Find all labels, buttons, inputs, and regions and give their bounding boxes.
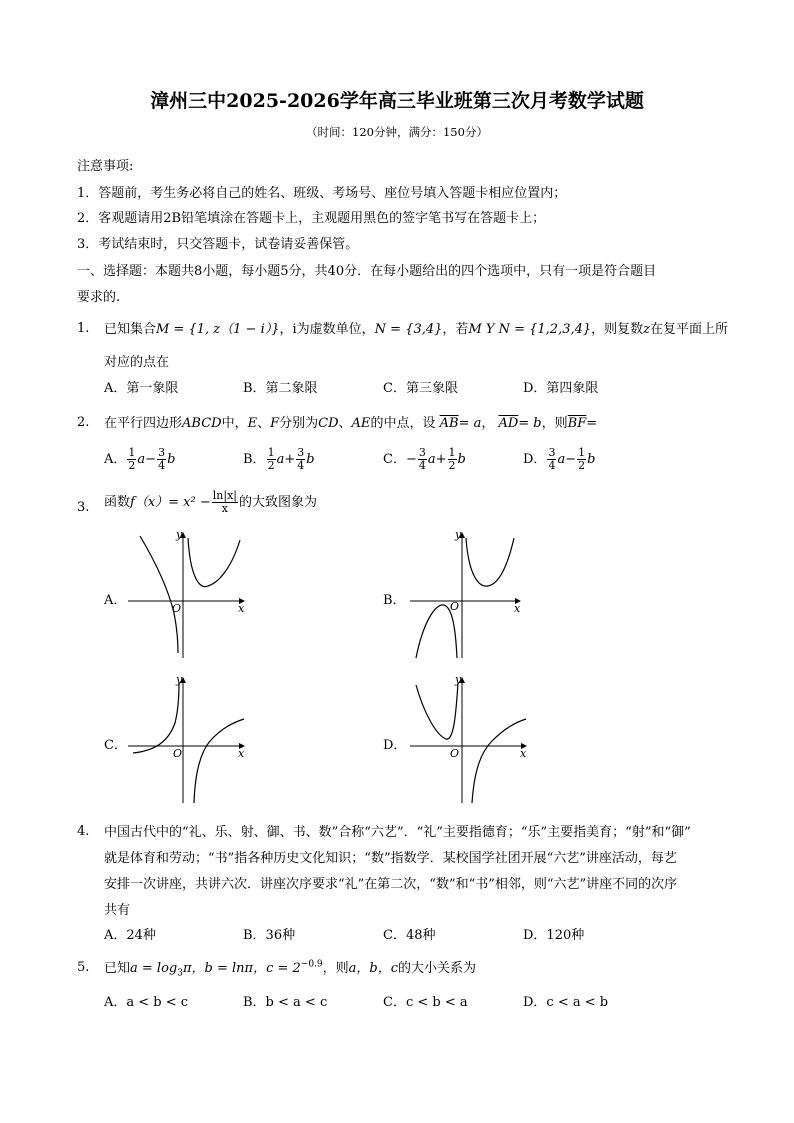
q2-option-a[interactable] <box>104 447 175 472</box>
q2-a-c1d: 2 <box>128 459 136 472</box>
q2-vec-ab: $\overline{AB}$ <box>439 416 459 431</box>
q5-text-c: 的大小关系为 <box>398 961 477 976</box>
q4-number: 4. <box>77 824 90 839</box>
q1-stem-line2: 对应的点在 <box>104 355 170 370</box>
q1-var-z: z <box>643 322 651 337</box>
q2-c-c1n: 3 <box>418 446 426 459</box>
q2-stem: 在平行四边形ABCD中，E、F分别为CD、AE的中点，设 $\overline{AB}= a$， $\overline{AD}= b$，则$\overline{BF}=$ <box>104 416 598 431</box>
q4-line3: 安排一次讲座，共讲六次．讲座次序要求“礼”在第二次，“数”和“书”相邻，则“六艺”讲座不同的次序 <box>104 877 678 892</box>
q1-set-n: N = {3,4} <box>374 322 443 337</box>
q1-option-b[interactable]: B．第二象限 <box>243 381 318 396</box>
q2-b-op: + <box>284 452 296 467</box>
q2-ae: AE <box>351 416 371 431</box>
q2-option-c-lead: − <box>405 452 417 467</box>
q3-func: f（x）= x² − <box>130 495 211 510</box>
q3-b-origin: O <box>450 600 460 613</box>
q2-text-g: 分别为 <box>279 416 319 431</box>
q3-option-c[interactable]: C． <box>104 738 127 753</box>
exam-subtitle: （时间：120分钟，满分：150分） <box>306 125 488 139</box>
q2-b-c1d: 2 <box>267 459 275 472</box>
q3-a-axis-x: x <box>238 602 245 615</box>
q2-option-a-label: A． <box>104 452 127 467</box>
q1-option-d[interactable]: D．第四象限 <box>523 381 599 396</box>
q3-text-b: 的大致图象为 <box>238 495 317 510</box>
q2-eq-b: = b <box>518 416 542 431</box>
q2-eq-a: = a <box>458 416 482 431</box>
q1-option-a[interactable]: A．第一象限 <box>104 381 179 396</box>
q2-text-m: = <box>586 416 598 431</box>
q2-b-c2n: 3 <box>297 446 305 459</box>
q5-text-b: ，则 <box>322 961 349 976</box>
q2-option-b[interactable] <box>243 447 315 472</box>
q2-c-c2d: 2 <box>448 459 456 472</box>
q4-option-b[interactable]: B．36种 <box>243 928 296 943</box>
q2-f: F <box>270 416 280 431</box>
q3-a-origin: O <box>172 602 182 615</box>
q2-d-op: − <box>565 452 577 467</box>
q2-b-c2d: 4 <box>297 459 305 472</box>
q2-a-v1: a <box>137 452 146 467</box>
q4-line1: 中国古代中的“礼、乐、射、御、书、数”合称“六艺”．“礼”主要指德育；“乐”主要指美育；“射”和“御” <box>104 825 691 840</box>
q3-b-axis-y: y <box>455 528 462 541</box>
q2-b-c1n: 1 <box>267 446 275 459</box>
q3-number: 3. <box>77 500 90 515</box>
q2-option-d-label: D． <box>523 452 547 467</box>
q2-c-c2n: 1 <box>448 446 456 459</box>
q2-cd: CD <box>318 416 339 431</box>
q5-option-b[interactable]: B．b < a < c <box>243 995 328 1010</box>
q3-graph-a <box>128 528 252 660</box>
q1-number: 1. <box>77 321 90 336</box>
q2-option-c[interactable] <box>383 447 466 472</box>
q3-b-axis-x: x <box>514 602 521 615</box>
q5-vars: a，b，c <box>348 961 399 976</box>
q1-text-g: ，则复数 <box>591 322 644 337</box>
q2-text-k: 的中点，设 <box>370 416 436 431</box>
q3-graph-c <box>128 673 252 805</box>
q2-b-v2: b <box>306 452 315 467</box>
q2-text-i: 、 <box>338 416 352 431</box>
q5-c-sup: −0.9 <box>300 959 323 970</box>
q2-c-op: + <box>435 452 447 467</box>
q2-option-d[interactable] <box>523 447 595 472</box>
q3-c-axis-y: y <box>176 673 183 686</box>
q2-option-c-label: C． <box>383 452 406 467</box>
q4-option-d[interactable]: D．120种 <box>523 928 585 943</box>
q2-d-c2d: 2 <box>578 459 586 472</box>
q5-stem <box>104 957 476 979</box>
q5-text-a: 已知 <box>104 961 131 976</box>
q2-b-v1: a <box>276 452 285 467</box>
section-intro-line2: 要求的. <box>77 290 121 305</box>
q2-a-c2n: 3 <box>158 446 166 459</box>
notice-item-2: 2．客观题请用2B铅笔填涂在答题卡上，主观题用黑色的签字笔书写在答题卡上； <box>77 211 546 226</box>
q2-c-c1d: 4 <box>418 459 426 472</box>
q2-abcd: ABCD <box>182 416 222 431</box>
q2-a-op: − <box>145 452 157 467</box>
q3-graph-b <box>410 528 534 660</box>
q3-option-a[interactable]: A． <box>104 593 127 608</box>
q1-text-a: 已知集合 <box>104 322 157 337</box>
q2-text-l: ，则 <box>541 416 568 431</box>
q5-a-tail: π <box>182 961 192 976</box>
q3-d-axis-x: x <box>520 747 527 760</box>
exam-title: 漳州三中2025-2026学年高三毕业班第三次月考数学试题 <box>150 90 644 112</box>
q4-option-c[interactable]: C．48种 <box>383 928 436 943</box>
q2-text-a: 在平行四边形 <box>104 416 183 431</box>
q3-option-d[interactable]: D． <box>383 738 407 753</box>
q5-number: 5. <box>77 960 90 975</box>
q4-option-a[interactable]: A．24种 <box>104 928 156 943</box>
q3-option-b[interactable]: B． <box>383 593 406 608</box>
q5-a-sub: 3 <box>177 968 183 979</box>
q2-option-b-label: B． <box>243 452 266 467</box>
q2-d-c1d: 4 <box>548 459 556 472</box>
q2-a-c1n: 1 <box>128 446 136 459</box>
q3-c-origin: O <box>173 747 183 760</box>
q2-text-e: 、 <box>257 416 271 431</box>
section-intro-line1: 一、选择题：本题共8小题，每小题5分，共40分．在每小题给出的四个选项中，只有一项是符合题目 <box>77 264 657 279</box>
q2-c-v2: b <box>457 452 466 467</box>
q2-vec-ad: $\overline{AD}$ <box>498 416 519 431</box>
q1-stem <box>104 318 728 337</box>
q2-e: E <box>247 416 258 431</box>
q2-vec-bf: $\overline{BF}$ <box>567 416 587 431</box>
q3-d-axis-y: y <box>455 673 462 686</box>
q2-a-v2: b <box>167 452 176 467</box>
q3-frac-den: x <box>221 502 228 515</box>
q3-text-a: 函数 <box>104 495 131 510</box>
q5-c-expr: c = 2 <box>266 961 301 976</box>
q1-text-c: ，i为虚数单位， <box>279 322 375 337</box>
q5-b-expr: ，b = lnπ， <box>191 961 267 976</box>
q2-d-v2: b <box>587 452 596 467</box>
q2-a-c2d: 4 <box>158 459 166 472</box>
q3-c-axis-x: x <box>238 747 245 760</box>
q1-set-m: M = {1, z（1 − i）} <box>156 322 280 337</box>
q3-d-origin: O <box>450 747 460 760</box>
notice-item-1: 1．答题前，考生务必将自己的姓名、班级、考场号、座位号填入答题卡相应位置内； <box>77 186 567 201</box>
q5-option-a[interactable]: A．a < b < c <box>104 995 189 1010</box>
q3-stem <box>104 490 317 515</box>
q1-text-e: ，若 <box>442 322 469 337</box>
q3-frac-num: ln|x| <box>212 489 237 502</box>
q5-a-expr: a = log <box>130 961 178 976</box>
q2-d-c2n: 1 <box>578 446 586 459</box>
q2-number: 2. <box>77 415 90 430</box>
q4-line4: 共有 <box>104 903 131 918</box>
q1-union: M Y N = {1,2,3,4} <box>468 322 592 337</box>
q2-c-v1: a <box>427 452 436 467</box>
q3-graph-d <box>410 673 534 805</box>
q3-a-axis-y: y <box>176 528 183 541</box>
q4-line2: 就是体育和劳动；“书”指各种历史文化知识；“数”指数学．某校国学社团开展“六艺”讲座活动，每艺 <box>104 851 677 866</box>
q2-d-c1n: 3 <box>548 446 556 459</box>
q1-text-i: 在复平面上所 <box>650 322 729 337</box>
q5-option-d[interactable]: D．c < a < b <box>523 995 609 1010</box>
q5-option-c[interactable]: C．c < b < a <box>383 995 468 1010</box>
notice-item-3: 3．考试结束时，只交答题卡，试卷请妥善保管。 <box>77 237 359 252</box>
q1-option-c[interactable]: C．第三象限 <box>383 381 458 396</box>
notice-heading: 注意事项: <box>77 159 134 174</box>
q2-d-v1: a <box>557 452 566 467</box>
q2-text-c: 中， <box>221 416 248 431</box>
